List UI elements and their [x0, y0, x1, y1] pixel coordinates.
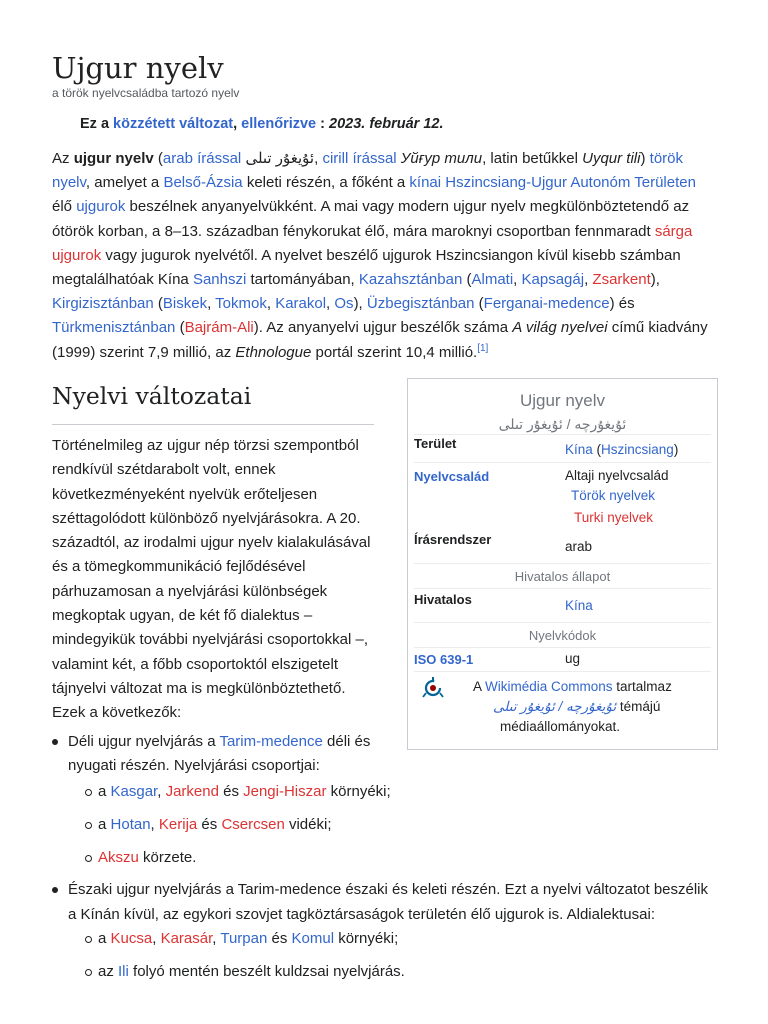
list-item-south-line2: nyugati részén. Nyelvjárási csoportjai: [68, 757, 320, 774]
hotan-link[interactable]: Hotan [110, 816, 151, 833]
cherchen-link[interactable]: Csercsen [221, 816, 285, 833]
commons-link[interactable]: Wikimédia Commons [485, 679, 613, 694]
language-family-label[interactable]: Nyelvcsalád [414, 469, 490, 484]
list-item-hotan: a Hotan, Kerija és Csercsen vidéki; [98, 816, 332, 833]
kazakhstan-link[interactable]: Kazahsztánban [358, 271, 463, 289]
kapchagay-link[interactable]: Kapsagáj [521, 271, 585, 289]
page-subtitle: a török nyelvcsaládba tartozó nyelv [52, 86, 240, 100]
yarkand-link[interactable]: Jarkend [165, 783, 219, 800]
yellow-uyghurs-link[interactable]: sárga ujgurok [52, 222, 693, 264]
list-item-south: Déli ujgur nyelvjárás a Tarim-medence déli és [68, 733, 371, 750]
ili-link[interactable]: Ili [118, 963, 129, 980]
turkic-language-link[interactable]: török nyelv [52, 150, 684, 192]
kashgar-link[interactable]: Kasgar [110, 783, 158, 800]
aksu-link[interactable]: Akszu [98, 849, 139, 866]
family-turki-link[interactable]: Turki nyelvek [574, 510, 654, 525]
kyrgyzstan-link[interactable]: Kirgizisztánban [52, 295, 154, 313]
list-item-aksu: Akszu körzete. [98, 849, 197, 866]
komul-link[interactable]: Komul [291, 930, 335, 947]
divider [414, 647, 711, 648]
wikimedia-commons-icon [422, 677, 444, 699]
divider [414, 622, 711, 623]
uzbekistan-link[interactable]: Üzbegisztánban [366, 295, 475, 313]
list-item-north: Északi ujgur nyelvjárás a Tarim-medence északi és keleti részén. Ezt a nyelvi változatot beszélik [68, 881, 709, 898]
divider [414, 434, 711, 435]
writing-system-value: arab [565, 539, 593, 554]
infobox [407, 378, 718, 750]
karakol-link[interactable]: Karakol [275, 295, 327, 313]
iso-639-1-value: ug [565, 651, 581, 666]
article-subject: ujgur nyelv [73, 150, 154, 167]
divider [414, 462, 711, 463]
karasahr-link[interactable]: Karasár [160, 930, 213, 947]
yengi-hissar-link[interactable]: Jengi-Hiszar [243, 783, 327, 800]
xinjiang-infobox-link[interactable]: Hszincsiang [601, 442, 674, 457]
iso-639-1-label[interactable]: ISO 639-1 [414, 652, 474, 667]
cyrillic-script-link[interactable]: cirill írással [322, 150, 397, 167]
divider [414, 563, 711, 564]
tokmok-link[interactable]: Tokmok [215, 295, 267, 313]
official-china-link[interactable]: Kína [565, 598, 593, 613]
divider [414, 588, 711, 589]
shaanxi-link[interactable]: Sanhszi [192, 271, 247, 289]
osh-link[interactable]: Os [334, 295, 354, 313]
section-heading: Nyelvi változatai [52, 380, 374, 425]
sublist-bullet [85, 936, 92, 943]
sublist-bullet [85, 822, 92, 829]
official-label: Hivatalos [414, 592, 472, 607]
bayramali-link[interactable]: Bajrám-Ali [184, 319, 254, 337]
china-link[interactable]: Kína [565, 442, 593, 457]
divider [414, 671, 711, 672]
bishkek-link[interactable]: Biskek [162, 295, 208, 313]
infobox-title: Ujgur nyelv [519, 391, 606, 410]
intro-paragraph: Az ujgur nyelv (arab írással ئۇيغۇر تىلى, cirill írással Уйғур тили, latin betűkkel Uyqur tili) török nyelv, amelyet a Belső-Ázsia keleti részén, a főként a kínai Hszincsiang-Ujgur Autonóm Területen élő ujgurok beszélnek anyanyelvükként. A mai vagy modern ujgur nyelv megkülönböztetendő az ótörök korban, a 8–13. században fénykorukat élő, mára maroknyi csoportban fennmaradt sárga ujgurok vagy jugurok nyelvétől. A nyelvet beszélő ujgurok Hszincsiangon kívül kisebb számban megtalálhatóak Kína Sanhszi tartományában, Kazahsztánban (Almati, Kapsagáj, Zsarkent), Kirgizisztánban (Biskek, Tokmok, Karakol, Os), Üzbegisztánban (Ferganai-medence) és Türkmenisztánban (Bajrám-Ali). Az anyanyelvi ujgur beszélők száma A világ nyelvei című kiadvány (1999) szerint 7,9 millió, az Ethnologue portál szerint 10,4 millió.[1] [52, 150, 708, 361]
list-bullet [52, 739, 58, 745]
revision-date: 2023. február 12. [329, 116, 444, 132]
commons-notice: A Wikimédia Commons tartalmaz ئۇيغۇرچە / ئۇيغۇر تىلى témájú médiaállományokat. [473, 679, 672, 734]
published-version-link[interactable]: közzétett változat [113, 116, 234, 132]
official-status-heading: Hivatalos állapot [514, 569, 611, 584]
keriya-link[interactable]: Kerija [158, 816, 198, 833]
list-item-ili: az Ili folyó mentén beszélt kuldzsai nyelvjárás. [98, 963, 405, 980]
history-paragraph: Történelmileg az ujgur nép törzsi szempontból rendkívül szétdarabolt volt, ennek következményeként nyelvük erőteljesen széttagolódott különböző nyelvjárásokra. A 20. századtól, az irodalmi ujgur nyelv kialakulásával és a tömegkommunikáció fejlődésével párhuzamosan a nyelvjárási különbségek megkoptak ugyan, de két fő dialektus – mindegyikük további nyelvjárási csoportokkal –, valamint két, a főbb csoportoktól elszigetelt tájnyelvi változat ma is megkülönböztethető. Ezek a következők: [52, 437, 371, 722]
infobox-native-name: ئۇيغۇرچە / ئۇيغۇر تىلى [498, 416, 627, 432]
list-bullet [52, 887, 58, 893]
tarim-link[interactable]: Tarim-medence [219, 733, 323, 750]
territory-label: Terület [414, 436, 457, 451]
turkmenistan-link[interactable]: Türkmenisztánban [52, 319, 176, 337]
language-codes-heading: Nyelvkódok [528, 628, 597, 643]
family-altaic: Altaji nyelvcsalád [565, 468, 669, 483]
sublist-bullet [85, 789, 92, 796]
fergana-link[interactable]: Ferganai-medence [483, 295, 610, 313]
uyghurs-link[interactable]: ujgurok [76, 198, 126, 216]
revision-notice: Ez a közzétett változat, ellenőrizve : 2023. február 12. [80, 116, 444, 132]
page-title: Ujgur nyelv [52, 51, 224, 85]
checked-link[interactable]: ellenőrizve [241, 116, 317, 132]
zharkent-link[interactable]: Zsarkent [592, 271, 651, 289]
sublist-bullet [85, 969, 92, 976]
arab-script-link[interactable]: arab írással [162, 150, 242, 167]
almaty-link[interactable]: Almati [471, 271, 514, 289]
list-item-north-line2: a Kínán kívül, az egykori szovjet tagköztársaságok területén élő ujgurok is. Aldialektusai: [68, 906, 655, 923]
sublist-bullet [85, 855, 92, 862]
territory-value: Kína (Hszincsiang) [565, 442, 679, 457]
list-item-kashgar: a Kasgar, Jarkend és Jengi-Hiszar környéki; [98, 783, 391, 800]
family-turkic-link[interactable]: Török nyelvek [571, 488, 656, 503]
writing-system-label: Írásrendszer [414, 532, 492, 547]
turpan-link[interactable]: Turpan [220, 930, 268, 947]
reference-1[interactable]: [1] [477, 342, 489, 354]
xinjiang-link[interactable]: kínai Hszincsiang-Ujgur Autonóm Területen [409, 174, 696, 192]
commons-category-link[interactable]: ئۇيغۇرچە / ئۇيغۇر تىلى [493, 699, 617, 714]
list-item-kucha: a Kucsa, Karasár, Turpan és Komul környéki; [98, 930, 399, 947]
kucha-link[interactable]: Kucsa [110, 930, 153, 947]
inner-asia-link[interactable]: Belső-Ázsia [163, 174, 243, 192]
